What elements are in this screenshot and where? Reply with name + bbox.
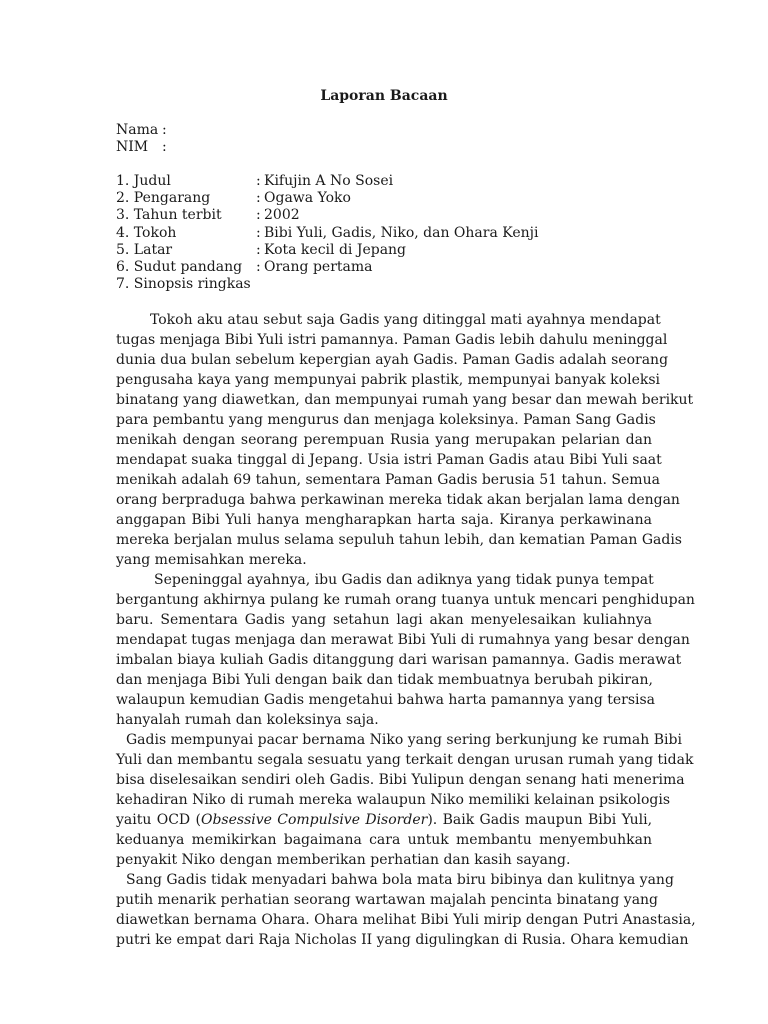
metadata-row (116, 225, 538, 242)
text-line: penyakit Niko dengan memberikan perhatian dan kasih sayang. (116, 852, 571, 868)
metadata-label: 5. Latar (116, 241, 173, 258)
metadata-label: 2. Pengarang (116, 190, 211, 207)
text-line: para pembantu yang mengurus dan menjaga koleksinya. Paman Sang Gadis (116, 412, 656, 428)
metadata-row (116, 173, 538, 190)
metadata-label: 1. Judul (116, 173, 171, 189)
metadata-row (116, 259, 538, 276)
metadata-separator: : (256, 207, 261, 224)
metadata-value: Kota kecil di Jepang (264, 241, 407, 258)
text-line: menikah dengan seorang perempuan Rusia yang merupakan pelarian dan (116, 432, 652, 448)
metadata-label: 4. Tokoh (116, 224, 177, 241)
text-line: baru. Sementara Gadis yang setahun lagi akan menyelesaikan kuliahnya (116, 612, 652, 628)
metadata-row (116, 276, 538, 293)
synopsis-paragraph (116, 870, 696, 950)
text-line: Sang Gadis tidak menyadari bahwa bola mata biru bibinya dan kulitnya yang (126, 872, 674, 888)
metadata-label: 6. Sudut pandang (116, 259, 243, 276)
metadata-value: Ogawa Yoko (264, 190, 351, 207)
text-line: bergantung akhirnya pulang ke rumah orang tuanya untuk mencari penghidupan (116, 592, 695, 608)
text-line: hanyalah rumah dan koleksinya saja. (116, 712, 379, 728)
metadata-value: Bibi Yuli, Gadis, Niko, dan Ohara Kenji (264, 224, 539, 241)
metadata-label: 3. Tahun terbit (116, 207, 222, 224)
nama-label: Nama (116, 122, 159, 138)
nim-label: NIM (116, 139, 149, 155)
identity-nim (116, 139, 167, 156)
text-line: pengusaha kaya yang mempunyai pabrik plastik, mempunyai banyak koleksi (116, 372, 661, 388)
identity-nama (116, 122, 167, 139)
italic-term: Obsessive Compulsive Disorder (200, 812, 428, 828)
text-line: anggapan Bibi Yuli hanya mengharapkan harta saja. Kiranya perkawinana (116, 512, 652, 528)
metadata-value: 2002 (264, 207, 300, 224)
text-line: binatang yang diawetkan, dan mempunyai rumah yang besar dan mewah berikut (116, 392, 694, 408)
text-line: yaitu OCD (Obsessive Compulsive Disorder). Baik Gadis maupun Bibi Yuli, (116, 812, 653, 828)
synopsis-paragraph (116, 730, 694, 870)
metadata-value: Orang pertama (264, 259, 373, 276)
text-line: keduanya memikirkan bagaimana cara untuk membantu menyembuhkan (116, 832, 652, 848)
metadata-row (116, 207, 538, 224)
synopsis-paragraph (116, 310, 694, 570)
metadata-separator: : (256, 190, 261, 207)
text-line: yang memisahkan mereka. (116, 552, 307, 568)
synopsis-body (116, 310, 696, 950)
text-line: Gadis mempunyai pacar bernama Niko yang sering berkunjung ke rumah Bibi (126, 732, 682, 748)
nama-separator: : (162, 122, 167, 138)
metadata-value: Kifujin A No Sosei (264, 173, 394, 189)
text-line: walaupun kemudian Gadis mengetahui bahwa harta pamannya yang tersisa (116, 692, 656, 708)
book-metadata-list (116, 173, 538, 293)
text-line: orang berpraduga bahwa perkawinan mereka tidak akan berjalan lama dengan (116, 492, 680, 508)
metadata-separator: : (256, 173, 261, 189)
metadata-row (116, 242, 538, 259)
metadata-separator: : (256, 224, 261, 241)
text-line: Sepeninggal ayahnya, ibu Gadis dan adiknya yang tidak punya tempat (154, 572, 654, 588)
text-line: mendapat tugas menjaga dan merawat Bibi Yuli di rumahnya yang besar dengan (116, 632, 690, 648)
text-line: putri ke empat dari Raja Nicholas II yang digulingkan di Rusia. Ohara kemudian (116, 932, 689, 948)
text-line: bisa diselesaikan sendiri oleh Gadis. Bibi Yulipun dengan senang hati menerima (116, 772, 685, 788)
synopsis-paragraph (116, 570, 695, 730)
nim-separator: : (162, 139, 167, 155)
text-line: Tokoh aku atau sebut saja Gadis yang ditinggal mati ayahnya mendapat (150, 312, 661, 328)
text-line: tugas menjaga Bibi Yuli istri pamannya. Paman Gadis lebih dahulu meninggal (116, 332, 668, 348)
metadata-label: 7. Sinopsis ringkas (116, 276, 251, 293)
text-line: menikah adalah 69 tahun, sementara Paman Gadis berusia 51 tahun. Semua (116, 472, 660, 488)
text-line: imbalan biaya kuliah Gadis ditanggung dari warisan pamannya. Gadis merawat (116, 652, 682, 668)
text-line: mereka berjalan mulus selama sepuluh tahun lebih, dan kematian Paman Gadis (116, 532, 682, 548)
metadata-separator: : (256, 259, 261, 276)
text-line: mendapat suaka tinggal di Jepang. Usia istri Paman Gadis atau Bibi Yuli saat (116, 452, 662, 468)
text-line: dan menjaga Bibi Yuli dengan baik dan tidak membuatnya berubah pikiran, (116, 672, 653, 688)
metadata-separator: : (256, 241, 261, 258)
text-line: diawetkan bernama Ohara. Ohara melihat Bibi Yuli mirip dengan Putri Anastasia, (116, 912, 696, 928)
text-line: dunia dua bulan sebelum kepergian ayah Gadis. Paman Gadis adalah seorang (116, 352, 669, 368)
text-line: putih menarik perhatian seorang wartawan majalah pencinta binatang yang (116, 892, 659, 908)
document-title: Laporan Bacaan (320, 88, 448, 104)
text-line: Yuli dan membantu segala sesuatu yang terkait dengan urusan rumah yang tidak (116, 752, 694, 768)
metadata-row (116, 190, 538, 207)
text-line: kehadiran Niko di rumah mereka walaupun Niko memiliki kelainan psikologis (116, 792, 671, 808)
